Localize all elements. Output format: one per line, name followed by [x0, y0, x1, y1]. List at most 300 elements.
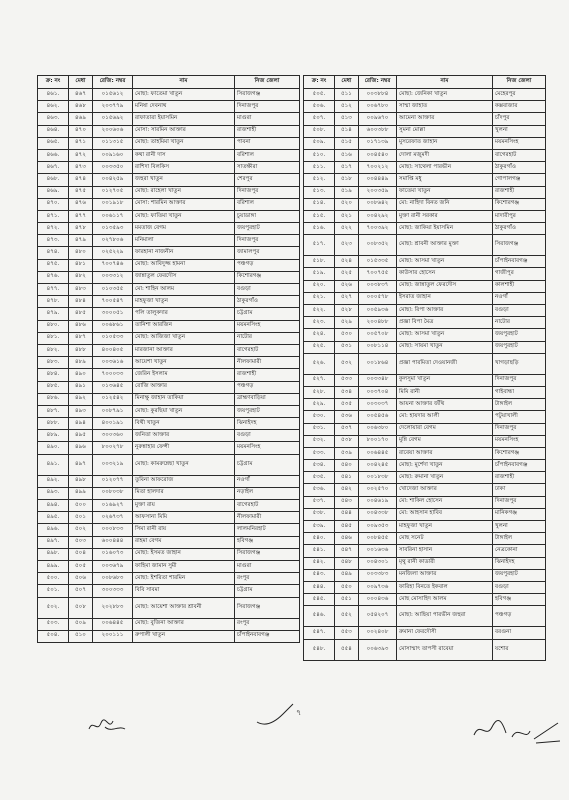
table-row — [304, 341, 546, 353]
district-cell: নাটোর — [493, 317, 546, 329]
serial-cell: ৫৪৮. — [304, 639, 335, 660]
merit-cell: ৫১১ — [335, 89, 359, 101]
merit-cell: ৪৮৭ — [69, 332, 93, 344]
table-row — [304, 533, 546, 545]
table-row — [38, 548, 300, 560]
name-cell: মোছা: রিপা আক্তার — [397, 305, 493, 317]
signature-left — [85, 715, 130, 737]
merit-cell: ৫০৬ — [69, 573, 93, 585]
merit-cell: ৫৫১ — [335, 594, 359, 606]
reg-no-cell: ০০৯১৬০ — [93, 149, 133, 161]
name-cell: মোছা: আছিয়া পারভীন জহুরা — [397, 606, 493, 627]
merit-cell: ৪৭৮ — [69, 223, 93, 235]
table-body-right — [304, 89, 546, 661]
district-cell: খাগড়াছড়ি — [493, 353, 546, 374]
reg-no-cell: ০৫৪২০৭ — [359, 606, 397, 627]
reg-no-cell: ০০৬১১৭ — [93, 210, 133, 222]
district-cell: লালমনিরহাট — [235, 524, 300, 536]
serial-cell: ৫৩২. — [304, 435, 335, 447]
district-cell: ঠাকুরগাঁও — [493, 162, 546, 174]
table-row — [38, 597, 300, 618]
merit-cell: ৫২৪ — [335, 256, 359, 268]
merit-cell: ৫০৩ — [69, 536, 93, 548]
district-cell: পঞ্চগড় — [235, 381, 300, 393]
reg-no-cell: ০০০৪৩৬ — [359, 594, 397, 606]
merit-cell: ৫০৫ — [69, 560, 93, 572]
name-cell: মোছা: জেনিকা খাতুন — [397, 89, 493, 101]
table-row — [304, 545, 546, 557]
serial-cell: ৫৩৭. — [304, 496, 335, 508]
reg-no-cell: ০১৬০৭৩ — [93, 548, 133, 560]
table-row — [304, 317, 546, 329]
reg-no-cell: ৭০০৭৪৬ — [93, 259, 133, 271]
serial-cell: ৫০৯. — [304, 137, 335, 149]
table-row — [304, 280, 546, 292]
district-cell: ময়মনসিংহ — [235, 442, 300, 454]
serial-cell: ৪৮৬. — [38, 393, 69, 405]
serial-cell: ৫২২. — [304, 305, 335, 317]
name-cell: রোজি আক্তার — [133, 381, 235, 393]
table-row — [38, 137, 300, 149]
serial-cell: ৪৯২. — [38, 475, 69, 487]
district-cell: চাঁপাইনবাবগঞ্জ — [493, 256, 546, 268]
table-row — [38, 585, 300, 597]
table-row — [38, 430, 300, 442]
merit-cell: ৪৭৪ — [69, 174, 93, 186]
district-cell: পঞ্চগড় — [493, 606, 546, 627]
table-row — [304, 149, 546, 161]
district-cell: বগুড়া — [493, 581, 546, 593]
name-cell: সাবরিনা হাসান — [397, 545, 493, 557]
district-cell: বগুড়া — [493, 305, 546, 317]
district-cell: পটুয়াখালী — [493, 411, 546, 423]
serial-cell: ৫০৫. — [304, 89, 335, 101]
merit-cell: ৪৯২ — [69, 393, 93, 405]
table-row — [38, 308, 300, 320]
serial-cell: ৪৮৪. — [38, 369, 69, 381]
name-cell: মাহফুজা খাতুন — [397, 521, 493, 533]
table-row — [304, 435, 546, 447]
reg-no-cell: ২০২৮৮৩ — [93, 597, 133, 618]
serial-cell: ৪৭২. — [38, 223, 69, 235]
merit-cell: ৫১৬ — [335, 149, 359, 161]
district-cell: গাজীপুর — [493, 268, 546, 280]
table-row — [304, 113, 546, 125]
name-cell: মনিষা দেবনাথ — [133, 101, 235, 113]
reg-no-cell: ০০১৮৬৪ — [359, 353, 397, 374]
district-cell: বগুড়া — [235, 430, 300, 442]
serial-cell: ৫১২. — [304, 174, 335, 186]
name-cell: ফারহানা নাজনীন — [133, 247, 235, 259]
table-row — [304, 386, 546, 398]
merit-cell: ৫৩১ — [335, 341, 359, 353]
merit-cell: ৫১৭ — [335, 162, 359, 174]
serial-cell: ৫০৩. — [38, 618, 69, 630]
name-cell: মোছা: আসমা খাতুন — [397, 256, 493, 268]
table-row — [38, 454, 300, 475]
merit-cell: ৫৩০ — [335, 329, 359, 341]
serial-cell: ৪৬১. — [38, 89, 69, 101]
district-cell: ঠাকুরগাঁও — [235, 296, 300, 308]
reg-no-cell: ০১২০৭৭ — [93, 475, 133, 487]
reg-no-cell: ৭০০৫৪৭ — [93, 296, 133, 308]
district-cell: সিরাজগঞ্জ — [235, 548, 300, 560]
serial-cell: ৪৭৭. — [38, 284, 69, 296]
name-cell: ফাতেমা খাতুন — [397, 186, 493, 198]
serial-cell: ৫৪৪. — [304, 581, 335, 593]
district-cell: নেত্রকোনা — [493, 545, 546, 557]
district-cell: নওগাঁ — [235, 475, 300, 487]
name-cell: মমতাজ বেগম — [133, 223, 235, 235]
district-cell: দিনাজপুর — [493, 496, 546, 508]
merit-cell: ৪৮৬ — [69, 320, 93, 332]
serial-cell: ৪৬৪. — [38, 125, 69, 137]
merit-cell: ৪৭২ — [69, 149, 93, 161]
serial-cell: ৫৪২. — [304, 557, 335, 569]
merit-cell: ৫৪৯ — [335, 569, 359, 581]
table-row — [38, 89, 300, 101]
table-row — [38, 442, 300, 454]
merit-cell: ৪৭৭ — [69, 210, 93, 222]
serial-cell: ৫৩৪. — [304, 460, 335, 472]
serial-cell: ৪৬৮. — [38, 174, 69, 186]
reg-no-cell: ০০৩৩৪৮ — [359, 374, 397, 386]
table-row — [38, 174, 300, 186]
district-cell: দিনাজপুর — [493, 423, 546, 435]
district-cell: রাজশাহী — [493, 472, 546, 484]
serial-cell: ৫২৭. — [304, 374, 335, 386]
reg-no-cell: ৬০০৩৮৮ — [359, 125, 397, 137]
name-cell: রাবেয়া আক্তার — [397, 447, 493, 459]
merit-cell: ৪৯৫ — [69, 430, 93, 442]
merit-cell: ৫০২ — [69, 524, 93, 536]
district-cell: চাঁপাইনবাবগঞ্জ — [493, 460, 546, 472]
merit-cell: ৫৫২ — [335, 606, 359, 627]
table-row — [38, 101, 300, 113]
serial-cell: ৫১১. — [304, 162, 335, 174]
merit-cell: ৪৮০ — [69, 247, 93, 259]
serial-cell: ৫০৬. — [304, 101, 335, 113]
table-row — [38, 357, 300, 369]
district-cell: গাইবান্ধা — [493, 386, 546, 398]
district-cell: রাজশাহী — [235, 125, 300, 137]
name-cell: আয়েশা খাতুন — [133, 357, 235, 369]
serial-cell: ৫১৪. — [304, 198, 335, 210]
serial-cell: ৫৩১. — [304, 423, 335, 435]
reg-no-cell: ০০৩৩৫০ — [93, 162, 133, 174]
merit-cell: ৫২০ — [335, 198, 359, 210]
district-cell: চট্টগ্রাম — [235, 585, 300, 597]
merit-cell: ৫৩৪ — [335, 386, 359, 398]
district-cell: যশোর — [493, 639, 546, 660]
name-cell: সাম্মা জাহাত — [397, 101, 493, 113]
district-cell: নীলফামারী — [235, 512, 300, 524]
merit-cell: ৫৪৫ — [335, 521, 359, 533]
table-row — [38, 524, 300, 536]
reg-no-cell: ০০৪৪৪৯ — [359, 174, 397, 186]
reg-no-cell: ০০৪৫৪০ — [359, 149, 397, 161]
serial-cell: ৪৭৫. — [38, 259, 69, 271]
district-cell: দিনাজপুর — [493, 374, 546, 386]
serial-cell: ৫৩০. — [304, 411, 335, 423]
district-cell: দিনাজপুর — [235, 101, 300, 113]
table-row — [38, 405, 300, 417]
table-row — [304, 198, 546, 210]
table-row — [304, 569, 546, 581]
serial-cell: ৫৪৫. — [304, 594, 335, 606]
serial-cell: ৪৯৯. — [38, 560, 69, 572]
district-cell: জয়পুরহাট — [493, 569, 546, 581]
district-cell: নীলফামারী — [235, 357, 300, 369]
col-header-district: নিজ জেলা — [235, 76, 300, 89]
serial-cell: ৫৪১. — [304, 545, 335, 557]
table-row — [304, 639, 546, 660]
table-row — [38, 512, 300, 524]
table-row — [304, 508, 546, 520]
serial-cell: ৫১০. — [304, 149, 335, 161]
merit-cell: ৪৯০ — [69, 369, 93, 381]
name-cell: মোসাম্মাৎ তাপসী রাবেয়া — [397, 639, 493, 660]
reg-no-cell: ০০৯৭৩৬ — [359, 581, 397, 593]
name-cell: কথা রানী দাস — [133, 149, 235, 161]
district-cell: গোপালগঞ্জ — [493, 174, 546, 186]
district-cell: পাবনা — [235, 137, 300, 149]
merit-cell: ৫১২ — [335, 101, 359, 113]
serial-cell: ৪৬৬. — [38, 149, 69, 161]
table-row — [304, 353, 546, 374]
district-cell: হবিগঞ্জ — [235, 536, 300, 548]
name-cell: মিতা হালদার — [133, 487, 235, 499]
table-row — [38, 296, 300, 308]
col-header-serial: ক্র: নং — [304, 76, 335, 89]
serial-cell: ৫১৯. — [304, 268, 335, 280]
serial-cell: ৫২০. — [304, 280, 335, 292]
name-cell: মোসা: শারমিন আক্তার — [133, 198, 235, 210]
table-row — [304, 460, 546, 472]
reg-no-cell: ২০০৩৫৯ — [359, 186, 397, 198]
district-cell: চাঁদপুর — [493, 113, 546, 125]
table-row — [38, 369, 300, 381]
district-cell: রাজশাহী — [235, 369, 300, 381]
reg-no-cell: ০১৫৩৩৫ — [359, 256, 397, 268]
name-cell: ফাহিমা জামান সুমী — [133, 560, 235, 572]
serial-cell: ৫৩৬. — [304, 484, 335, 496]
district-cell: ঠাকুরগাঁও — [493, 223, 546, 235]
reg-no-cell: ০০২৫৭০ — [359, 484, 397, 496]
serial-cell: ৪৯১. — [38, 454, 69, 475]
reg-no-cell: ৬০০৪৪৪ — [93, 536, 133, 548]
name-cell: মোছা: মুর্শেদা খাতুন — [397, 460, 493, 472]
merit-cell: ৫০৮ — [69, 597, 93, 618]
merit-cell: ৫৪৮ — [335, 557, 359, 569]
table-row — [38, 271, 300, 283]
merit-cell: ৪৯৭ — [69, 454, 93, 475]
table-row — [38, 223, 300, 235]
district-cell: শেরপুর — [235, 174, 300, 186]
table-row — [304, 329, 546, 341]
district-cell: জয়পুরহাট — [235, 223, 300, 235]
merit-cell: ৫২৬ — [335, 280, 359, 292]
table-row — [38, 113, 300, 125]
serial-cell: ৫১৮. — [304, 256, 335, 268]
serial-cell: ৪৮১. — [38, 332, 69, 344]
serial-cell: ৪৭৩. — [38, 235, 69, 247]
table-row — [38, 320, 300, 332]
col-header-name: নাম — [397, 76, 493, 89]
name-cell: মোছা: আয়েশা আক্তার শ্রাবনী — [133, 597, 235, 618]
district-cell: ময়মনসিংহ — [235, 320, 300, 332]
table-row — [38, 618, 300, 630]
merit-cell: ৪৭৬ — [69, 198, 93, 210]
merit-cell: ৫৪৭ — [335, 545, 359, 557]
table-row — [38, 149, 300, 161]
name-cell: ইসরাত জাহান — [397, 292, 493, 304]
table-row — [304, 89, 546, 101]
name-cell: মো: নাহিদা বিনত জনি — [397, 198, 493, 210]
merit-cell: ৫৪৪ — [335, 508, 359, 520]
table-row — [304, 496, 546, 508]
reg-no-cell: ০০৬৪৪৫ — [359, 447, 397, 459]
merit-cell: ৪৯৮ — [69, 475, 93, 487]
name-cell: রাশিদা বিলকিস — [133, 162, 235, 174]
district-cell: জয়পুরহাট — [235, 405, 300, 417]
merit-cell: ৫৫০ — [335, 581, 359, 593]
district-cell: ব্রাহ্মণবাড়িয়া — [235, 393, 300, 405]
name-cell: মোছা: ফাতেমা খাতুন — [133, 89, 235, 101]
reg-no-cell: ০০৮৩৫২ — [359, 235, 397, 256]
table-row — [38, 487, 300, 499]
serial-cell: ৫৪৩. — [304, 569, 335, 581]
table-row — [38, 393, 300, 405]
district-cell: খুলনা — [493, 125, 546, 137]
merit-cell: ৪৮৩ — [69, 284, 93, 296]
serial-cell: ৪৯৩. — [38, 487, 69, 499]
reg-no-cell: ০০৬৩৯৩ — [359, 639, 397, 660]
name-cell: আয়না আক্তার জঁথি — [397, 399, 493, 411]
reg-no-cell: ০০৩৬৭৯ — [93, 560, 133, 572]
district-cell: হবিগঞ্জ — [493, 594, 546, 606]
reg-no-cell: ০১২৫৪২ — [93, 393, 133, 405]
reg-no-cell: ০০৫৭০৮ — [359, 329, 397, 341]
serial-cell: ৪৭০. — [38, 198, 69, 210]
table-row — [304, 162, 546, 174]
col-header-serial: ক্র: নং — [38, 76, 69, 89]
reg-no-cell: ০০৩৮৩৭ — [359, 280, 397, 292]
name-cell: মুক্তা রানী সরকার — [397, 210, 493, 222]
merit-cell: ৫১৯ — [335, 186, 359, 198]
district-cell: বাগেরহাট — [235, 500, 300, 512]
name-cell: কাউসার হোসেন — [397, 268, 493, 280]
reg-no-cell: ০০৩৭০৪ — [359, 386, 397, 398]
serial-cell: ৪৮২. — [38, 344, 69, 356]
district-cell: ময়মনসিংহ — [493, 137, 546, 149]
name-cell: মোছা: আজিজা খাতুন — [133, 332, 235, 344]
serial-cell: ৪৮৮. — [38, 418, 69, 430]
name-cell: দোলা মজুমদী — [397, 149, 493, 161]
signature-mark — [255, 700, 295, 730]
serial-cell: ৪৮৭. — [38, 405, 69, 417]
reg-no-cell: ০২৬৭৩৭ — [93, 512, 133, 524]
name-cell: আমেনা আক্তার — [397, 113, 493, 125]
name-cell: মোছা: ইশরিতা শারমিন — [133, 573, 235, 585]
district-cell: রংপুর — [235, 573, 300, 585]
serial-cell: ৫৪০. — [304, 533, 335, 545]
merit-cell: ৪৭৫ — [69, 186, 93, 198]
name-cell: জনিতা আক্তার — [133, 430, 235, 442]
merit-cell: ৪৬৮ — [69, 101, 93, 113]
merit-cell: ৫৩৭ — [335, 423, 359, 435]
name-cell: মোছা: সাথেলা পারভীন — [397, 162, 493, 174]
district-cell: কিশোরগঞ্জ — [493, 198, 546, 210]
merit-cell: ৫১৮ — [335, 174, 359, 186]
table-row — [304, 581, 546, 593]
name-cell: মোছা: বুজিনা আক্তার — [133, 618, 235, 630]
reg-no-cell: ৪০০১৯১ — [93, 418, 133, 430]
merit-cell: ৫৩২ — [335, 353, 359, 374]
table-row — [304, 399, 546, 411]
name-cell: দেলোয়ারা বেগম — [397, 423, 493, 435]
reg-no-cell: ৩০০৩৩৩ — [93, 585, 133, 597]
reg-no-cell: ০০৮০৩৮ — [93, 487, 133, 499]
table-row — [304, 627, 546, 639]
serial-cell: ৫১৫. — [304, 210, 335, 222]
reg-no-cell: ০০৬৭৮০ — [359, 101, 397, 113]
serial-cell: ৫০৪. — [38, 630, 69, 642]
table-row — [38, 332, 300, 344]
serial-cell: ৫১৬. — [304, 223, 335, 235]
table-row — [38, 284, 300, 296]
reg-no-cell: ০০৩৩৮৩ — [359, 569, 397, 581]
district-cell: ঝিনাইদহ — [493, 557, 546, 569]
district-cell: সাতক্ষীরা — [235, 162, 300, 174]
serial-cell: ৪৬৯. — [38, 186, 69, 198]
district-cell: মাগুরা — [235, 560, 300, 572]
serial-cell: ৪৭৯. — [38, 308, 69, 320]
merit-cell: ৪৮১ — [69, 259, 93, 271]
reg-no-cell: ০১০৩৫৫ — [93, 284, 133, 296]
table-row — [304, 594, 546, 606]
serial-cell: ৪৮৯. — [38, 430, 69, 442]
reg-no-cell: ২০০১১১ — [93, 630, 133, 642]
reg-no-cell: ০০৬৪৪৫ — [93, 618, 133, 630]
name-cell: মোছা: আবিদুজ্জ হামনা — [133, 259, 235, 271]
name-cell: নুরুন্নাহার ফেন্সী — [133, 442, 235, 454]
name-cell: রুপালী খাতুন — [133, 630, 235, 642]
merit-cell: ৫২৭ — [335, 292, 359, 304]
name-cell: মোছা: ফাতিমা খাতুন — [133, 210, 235, 222]
merit-cell: ৪৯১ — [69, 381, 93, 393]
merit-cell: ৫২১ — [335, 210, 359, 222]
reg-no-cell: ২০৩৭৭৯ — [93, 101, 133, 113]
district-cell: চট্টগ্রাম — [235, 454, 300, 475]
name-cell: মনজিলা আক্তার — [397, 569, 493, 581]
reg-no-cell: ০০৩৮৮৪ — [359, 89, 397, 101]
table-body-left — [38, 89, 300, 643]
reg-no-cell: ৭০০২১২ — [359, 162, 397, 174]
reg-no-cell: ০০৯৬৭০ — [359, 113, 397, 125]
merit-cell: ৫১৪ — [335, 125, 359, 137]
reg-no-cell: ০০৪২৫৯ — [93, 174, 133, 186]
reg-no-cell: ০০৯৩৫৩ — [359, 521, 397, 533]
merit-cell: ৪৬৭ — [69, 89, 93, 101]
reg-no-cell: ০০০৮৩৩ — [93, 524, 133, 536]
reg-no-cell: ০০৮৪৫৫ — [359, 533, 397, 545]
merit-cell: ৫৪২ — [335, 484, 359, 496]
table-row — [304, 411, 546, 423]
merit-cell: ৪৯৯ — [69, 487, 93, 499]
district-cell: রাজশাহী — [493, 186, 546, 198]
table-row — [304, 472, 546, 484]
